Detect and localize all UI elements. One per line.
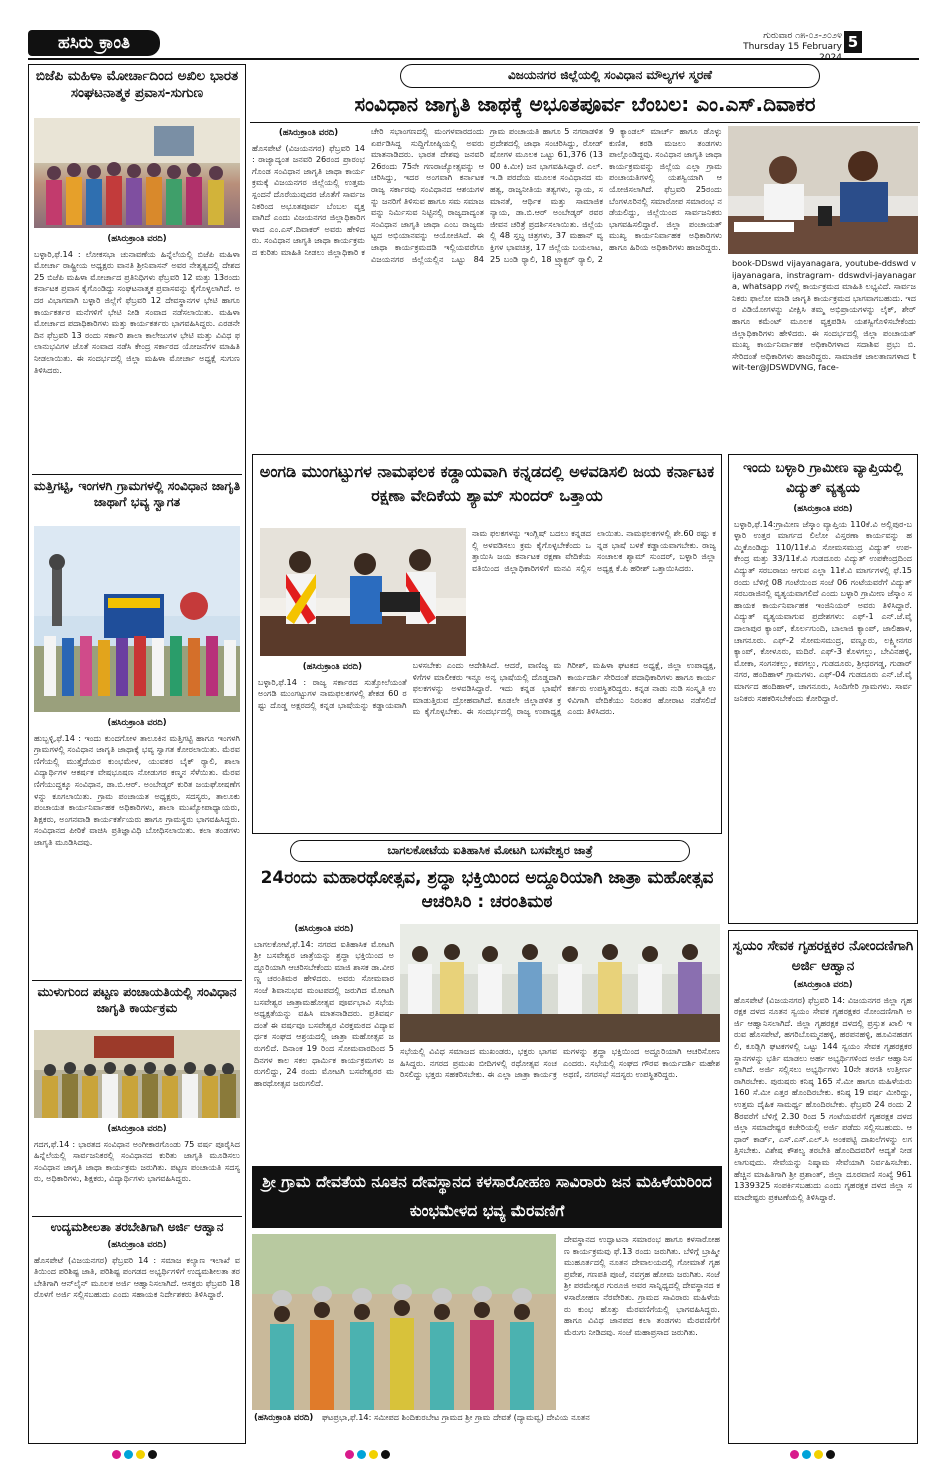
article-text: ಬಳ್ಳಾರಿ,ಫೆ.14:ಗ್ರಾಮೀಣ ಜೆಸ್ಕಾಂ ವ್ಯಾಪ್ತಿಯ 110ಕೆ.ವಿ ಅಲ್ಲಿಪುರ-ಬಳ್ಳಾರಿ ಉತ್ತರ ಮಾರ್ಗದ ಲಿಲೋ ವಿಸ್ತರಣಾ ಕಾರ್ಯವನ್ನು ಹಮ್ಮಿಕೊಂಡಿದ್ದು 110/11ಕೆ.ವಿ ಸೋಮಸಮುದ್ರ ವಿದ್ಯುತ್ ಉಪ-ಕೇಂದ್ರ ಮತ್ತು 33/11ಕೆ.ವಿ ಗುಡದೂರು ವಿದ್ಯುತ್ ಉಪಕೇಂದ್ರದಿಂದ ವಿದ್ಯುತ್ ಸರಬರಾಜು ಆಗುವ ಎಲ್ಲಾ 11ಕೆ.ವಿ ಮಾರ್ಗಗಳಲ್ಲಿ ಫೆ.15 ರಂದು ಬೆಳಿಗ್ಗೆ 08 ಗಂಟೆಯಿಂದ ಸಂಜೆ 06 ಗಂಟೆಯವರೆಗೆ ವಿದ್ಯುತ್ ಸರಬರಾಜಿನಲ್ಲಿ ವ್ಯತ್ಯಯವಾಗಲಿದೆ ಎಂದು ಬಳ್ಳಾರಿ ಗ್ರಾಮೀಣ ಜೆಸ್ಕಾಂ ಸಹಾಯಕ ಕಾರ್ಯನಿರ್ವಾಹಕ ಇಂಜಿನಿಯರ್ ಅವರು ತಿಳಿಸಿದ್ದಾರೆ. ವಿದ್ಯುತ್ ವ್ಯತ್ಯಯವಾಗುವ ಪ್ರದೇಶಗಳು: ಎಫ್-1 ಎನ್.ಜೆ.ವೈ ದಾಲಾಪುರ ಕ್ಯಾಂಪ್, ಕೊರ್ಲಗುಂದಿ, ಬಾಲಾಜಿ ಕ್ಯಾಂಪ್, ಜಾಲಿಹಾಳ, ಚಾಗನೂರು. ಎಫ್-2 ಸೋಮಸಮುದ್ರ, ವಣ್ಣೂರು, ಲಕ್ಷ್ಮೀನಗರ ಕ್ಯಾಂಪ್, ಕೋಳೂರು, ಮದಿರೆ. ಎಫ್-3 ಕೊಳಗಲ್ಲು, ಬೇವಿನಹಳ್ಳಿ, ಮೋಕಾ, ಸಂಗನಕಲ್ಲು, ಕಪಗಲ್ಲು, ಗುಡದೂರು, ಶ್ರೀಧರಗಡ್ಡ, ಗುಡಾರ್ ನಗರ, ಹಂದಿಹಾಳ್ ಗ್ರಾಮಗಳು. ಎಫ್-04 ಗುಡದೂರು ಎನ್.ಜೆ.ವೈ ಮಾರ್ಗದ ಹಂದಿಹಾಳ್, ಚಾಗನೂರು, ಸಿಂದಿಗೇರಿ ಗ್ರಾಮಗಳು. ಸಾರ್ವಜನಿಕರು ಸಹಕರಿಸಬೇಕೆಂದು ಕೋರಿದ್ದಾರೆ. xyxy=(734,518,912,703)
byline: (ಹಸಿರುಕ್ರಾಂತಿ ವರದಿ) xyxy=(107,718,167,728)
date-kannada: ಗುರುವಾರ ೧೫-೦೨-೨೦೨೪ xyxy=(763,31,842,41)
byline: (ಹಸಿರುಕ್ರಾಂತಿ ವರದಿ) xyxy=(107,1124,167,1134)
byline: (ಹಸಿರುಕ್ರಾಂತಿ ವರದಿ) xyxy=(107,1240,167,1250)
photo-kannada-signboard-memorandum xyxy=(260,528,466,656)
article-text: ಘಟಪ್ರಭಾ,ಫೆ.14: ಸಮೀಪದ ಶಿಂದಿಕುರಬೇಟ ಗ್ರಾಮದ ಶ್ರೀ ಗ್ರಾಮ ದೇವತೆ (ದ್ಯಾಮವ್ವ) ದೇವಿಯ ನೂತನ xyxy=(321,1412,590,1422)
divider xyxy=(250,122,920,123)
article-mattigatti-body xyxy=(34,716,240,978)
registration-dot xyxy=(826,1450,835,1459)
article-udyamashilata-body xyxy=(34,1238,240,1440)
registration-dot xyxy=(124,1450,133,1459)
article-text: ಹೊಸಪೇಟೆ (ವಿಜಯನಗರ) ಫೆಬ್ರವರಿ 14: ವಿಜಯನಗರ ಜಿಲ್ಲಾ ಗೃಹರಕ್ಷಕ ದಳದ ನೂತನ ಸ್ವಯಂ ಸೇವಕ ಗೃಹರಕ್ಷಕರ ನೋಂದಣಿಗಾಗಿ ಅರ್ಜಿ ಆಹ್ವಾನಿಸಲಾಗಿದೆ. ಜಿಲ್ಲಾ ಗೃಹರಕ್ಷಕ ದಳದಲ್ಲಿ ಪ್ರಸ್ತುತ ಖಾಲಿ ಇರುವ ಹೊಸಪೇಟೆ, ಹಗರಿಬೊಮ್ಮನಹಳ್ಳಿ, ಹರಪನಹಳ್ಳಿ, ಹೂವಿನಹಡಗಲಿ, ಕೂಡ್ಲಿಗಿ ಘಟಕಗಳಲ್ಲಿ ಒಟ್ಟು 144 ಸ್ವಯಂ ಸೇವಕ ಗೃಹರಕ್ಷಕರ ಸ್ಥಾನಗಳನ್ನು ಭರ್ತಿ ಮಾಡಲು ಅರ್ಹ ಅಭ್ಯರ್ಥಿಗಳಿಂದ ಅರ್ಜಿ ಆಹ್ವಾನಿಸಲಾಗಿದೆ. ಅರ್ಜಿ ಸಲ್ಲಿಸಲು ಅಭ್ಯರ್ಥಿಗಳು 10ನೇ ತರಗತಿ ಉತ್ತೀರ್ಣರಾಗಿರಬೇಕು. ಪುರುಷರು ಕನಿಷ್ಠ 165 ಸೆ.ಮೀ ಹಾಗೂ ಮಹಿಳೆಯರು 160 ಸೆ.ಮೀ ಎತ್ತರ ಹೊಂದಿರಬೇಕು. ಕನಿಷ್ಠ 19 ವರ್ಷ ಮೀರಿದ್ದು, ಉತ್ತಮ ದೈಹಿಕ ಸಾಮರ್ಥ್ಯ ಹೊಂದಿರಬೇಕು. ಫೆಬ್ರವರಿ 24 ರಂದು 28ರವರೆಗೆ ಬೆಳಿಗ್ಗೆ 2.30 ರಿಂದ 5 ಗಂಟೆಯವರೆಗೆ ಗೃಹರಕ್ಷಕ ದಳದ ಜಿಲ್ಲಾ ಸಮಾದೇಷ್ಟರ ಕಚೇರಿಯಲ್ಲಿ ಅರ್ಜಿ ಪಡೆದು ಸಲ್ಲಿಸಬಹುದು. ಆಧಾರ್ ಕಾರ್ಡ್, ಎಸ್.ಎಸ್.ಎಲ್.ಸಿ ಅಂಕಪಟ್ಟಿ ದಾಖಲೆಗಳನ್ನು ಲಗತ್ತಿಸಬೇಕು. ವಿಶೇಷ ಕೌಶಲ್ಯ ತರಬೇತಿ ಹೊಂದಿದವರಿಗೆ ಆದ್ಯತೆ ನೀಡಲಾಗುವುದು. ಸೇವೆಯನ್ನು ನಿಷ್ಕಾಮ ಸೇವೆಯಾಗಿ ನಿರ್ವಹಿಸಬೇಕು. ಹೆಚ್ಚಿನ ಮಾಹಿತಿಗಾಗಿ ಶ್ರೀ ಪ್ರಶಾಂತ್, ಜಿಲ್ಲಾ ದೂರವಾಣಿ ಸಂಖ್ಯೆ 9611339325 ಸಂಪರ್ಕಿಸಬಹುದು ಎಂದು ಗೃಹರಕ್ಷಕ ದಳದ ಜಿಲ್ಲಾ ಸಮಾದೇಷ್ಟರು ಪ್ರಕಟಣೆಯಲ್ಲಿ ತಿಳಿಸಿದ್ದಾರೆ. xyxy=(734,994,912,1202)
article-text: ಗದಗ,ಫೆ.14 : ಭಾರತದ ಸಂವಿಧಾನ ಅಂಗೀಕಾರಗೊಂಡು 75 ವರ್ಷ ಪೂರೈಸಿದ ಹಿನ್ನೆಲೆಯಲ್ಲಿ ಸಾರ್ವಜನಿಕರಲ್ಲಿ ಸಂವಿಧಾನದ ಕುರಿತು ಜಾಗೃತಿ ಮೂಡಿಸಲು ಸಂವಿಧಾನ ಜಾಗೃತಿ ಜಾಥಾ ಕಾರ್ಯಕ್ರಮ ಜರುಗಿತು. ಪಟ್ಟಣ ಪಂಚಾಯತಿ ಸದಸ್ಯರು, ಅಧಿಕಾರಿಗಳು, ಶಿಕ್ಷಕರು, ವಿದ್ಯಾರ್ಥಿಗಳು ಭಾಗವಹಿಸಿದ್ದರು. xyxy=(34,1138,240,1184)
registration-marks-right xyxy=(790,1450,835,1459)
newspaper-masthead: ಹಸಿರು ಕ್ರಾಂತಿ xyxy=(28,30,160,56)
byline: (ಹಸಿರುಕ್ರಾಂತಿ ವರದಿ) xyxy=(302,662,362,672)
byline: (ಹಸಿರುಕ್ರಾಂತಿ ವರದಿ) xyxy=(793,980,853,990)
photo-bagalkot-meeting xyxy=(400,924,720,1042)
date-english: Thursday 15 February xyxy=(743,42,842,52)
lead-social-body: book-DDswd vijayanagara, youtube-ddswd vijayanagara, instragram- ddswdvi-jayanagara, whatsapp ಗಳಲ್ಲಿ ಕಾರ್ಯಕ್ರಮದ ಮಾಹಿತಿ ಲಭ್ಯವಿದೆ. ಸಾರ್ವಜನಿಕರು ಫಾಲೋ ಮಾಡಿ ಜಾಗೃತಿ ಕಾರ್ಯಕ್ರಮದ ಭಾಗವಾಗಬಹುದು. ಇದರ ವಿಡಿಯೋಗಳನ್ನು ವೀಕ್ಷಿಸಿ ತಮ್ಮ ಅಭಿಪ್ರಾಯಗಳನ್ನು ಲೈಕ್, ಶೇರ್ ಹಾಗೂ ಕಮೆಂಟ್ ಮೂಲಕ ವ್ಯಕ್ತಪಡಿಸಿ ಯಶಸ್ವಿಗೊಳಿಸಬೇಕೆಂದು ಜಿಲ್ಲಾಧಿಕಾರಿಗಳು ಹೇಳಿದರು. ಈ ಸಂದರ್ಭದಲ್ಲಿ ಜಿಲ್ಲಾ ಪಂಚಾಯತ್ ಮುಖ್ಯ ಕಾರ್ಯನಿರ್ವಾಹಕ ಅಧಿಕಾರಿಗಳಾದ ಸದಾಶಿವ ಪ್ರಭು ಬಿ. ಸೇರಿದಂತೆ ಅಧಿಕಾರಿಗಳು ಹಾಜರಿದ್ದರು. ಸಾಮಾಜಿಕ ಜಾಲತಾಣಗಳಾದ twit-ter@JDSWDVNG, face- xyxy=(732,258,916,373)
headline-home-guards: ಸ್ವಯಂ ಸೇವಕ ಗೃಹರಕ್ಷಕರ ನೋಂದಣಿಗಾಗಿ ಅರ್ಜಿ ಆಹ್ವಾನ xyxy=(732,938,914,974)
divider xyxy=(32,474,242,475)
lead-kicker: ವಿಜಯನಗರ ಜಿಲ್ಲೆಯಲ್ಲಿ ಸಂವಿಧಾನ ಮೌಲ್ಯಗಳ ಸ್ಮರಣೆ xyxy=(400,64,820,88)
article-text: ಬಳ್ಳಾರಿ,ಫೆ.14 : ರಾಜ್ಯ ಸರ್ಕಾರದ ಸುತ್ತೋಲೆಯಂತೆ ಅಂಗಡಿ ಮುಂಗಟ್ಟುಗಳ ನಾಮಫಲಕಗಳಲ್ಲಿ ಶೇಕಡ 60 ರಷ್ಟು ದೊಡ್ಡ ಅಕ್ಷರದಲ್ಲಿ ಕನ್ನಡ ಭಾಷೆಯನ್ನು ಕಡ್ಡಾಯವಾಗಿ ಬಳಸಬೇಕು ಎಂದು ಆದೇಶಿಸಿದೆ. ಆದರೆ, ವಾಣಿಜ್ಯ ಮಳಿಗೆಗಳ ಮಾಲೀಕರು ಇನ್ನೂ ಅನ್ಯ ಭಾಷೆಯಲ್ಲಿ ದೊಡ್ಡದಾಗಿ ಫಲಕಗಳನ್ನು ಅಳವಡಿಸಿದ್ದಾರೆ. ಇದು ಕನ್ನಡ ಭಾಷೆಗೆ ಮಾಡುತ್ತಿರುವ ದ್ರೋಹವಾಗಿದೆ. ಕೂಡಲೇ ಜಿಲ್ಲಾಡಳಿತ ಕ್ರಮ ಕೈಗೊಳ್ಳಬೇಕು. ಈ ಸಂದರ್ಭದಲ್ಲಿ ರಾಜ್ಯ ಉಪಾಧ್ಯಕ್ಷ ಗಿರೀಶ್, ಮಹಿಳಾ ಘಟಕದ ಅಧ್ಯಕ್ಷೆ, ಜಿಲ್ಲಾ ಉಪಾಧ್ಯಕ್ಷ, ಕಾರ್ಯದರ್ಶಿ ಸೇರಿದಂತೆ ಪದಾಧಿಕಾರಿಗಳು ಹಾಗೂ ಕಾರ್ಯಕರ್ತರು ಉಪಸ್ಥಿತರಿದ್ದರು. ಕನ್ನಡ ನಾಡು ನುಡಿ ಸಂಸ್ಕೃತಿ ಉಳಿವಿಗಾಗಿ ವೇದಿಕೆಯು ನಿರಂತರ ಹೋರಾಟ ನಡೆಸಲಿದೆ ಎಂದು ತಿಳಿಸಿದರು. xyxy=(258,660,716,717)
headline-udyamashilata: ಉದ್ಯಮಶೀಲತಾ ತರಬೇತಿಗಾಗಿ ಅರ್ಜಿ ಆಹ್ವಾನ xyxy=(50,1220,224,1234)
temple-article-right: ದೇವಸ್ಥಾನದ ಉದ್ಘಾಟನಾ ಸಮಾರಂಭ ಹಾಗೂ ಕಳಸಾರೋಹಣ ಕಾರ್ಯಕ್ರಮವು ಫೆ.13 ರಂದು ಜರುಗಿತು. ಬೆಳಿಗ್ಗೆ ಬ್ರಾಹ್ಮೀ ಮುಹೂರ್ತದಲ್ಲಿ ನೂತನ ದೇವಾಲಯದಲ್ಲಿ ಗೋಮಾತೆ ಗೃಹ ಪ್ರವೇಶ, ಗಣಪತಿ ಪೂಜೆ, ನವಗ್ರಹ ಹೋಮ ಜರುಗಿತು. ಸಂಜೆ ಶ್ರೀ ಪರಮೇಶ್ವರ ಗುರೂಜಿ ಅವರ ಸಾನ್ನಿಧ್ಯದಲ್ಲಿ ದೇವಸ್ಥಾನದ ಕಳಸಾರೋಹಣ ನೆರವೇರಿತು. ಗ್ರಾಮದ ಸಾವಿರಾರು ಮಹಿಳೆಯರು ಕುಂಭ ಹೊತ್ತು ಮೆರವಣಿಗೆಯಲ್ಲಿ ಭಾಗವಹಿಸಿದ್ದರು. ಹಾಗೂ ವಿವಿಧ ಜಾನಪದ ಕಲಾ ತಂಡಗಳು ಮೆರವಣಿಗೆಗೆ ಮೆರುಗು ನೀಡಿದವು. ಸಂಜೆ ಮಹಾಪ್ರಸಾದ ಜರುಗಿತು. xyxy=(564,1234,720,1337)
byline: (ಹಸಿರುಕ್ರಾಂತಿ ವರದಿ) xyxy=(107,234,167,244)
article-mulugunda-body xyxy=(34,1122,240,1214)
article-text: ಹೊಸಪೇಟೆ (ವಿಜಯನಗರ) ಫೆಬ್ರವರಿ 14 : ಸಮಾಜ ಕಲ್ಯಾಣ ಇಲಾಖೆ ವತಿಯಿಂದ ಪರಿಶಿಷ್ಟ ಜಾತಿ, ಪರಿಶಿಷ್ಟ ಪಂಗಡದ ಅಭ್ಯರ್ಥಿಗಳಿಗೆ ಉದ್ಯಮಶೀಲತಾ ತರಬೇತಿಗಾಗಿ ಆನ್‌ಲೈನ್ ಮೂಲಕ ಅರ್ಜಿ ಆಹ್ವಾನಿಸಲಾಗಿದೆ. ಆಸಕ್ತರು ಫೆಬ್ರವರಿ 18 ರೊಳಗೆ ಅರ್ಜಿ ಸಲ್ಲಿಸಬಹುದು ಎಂದು ಸಹಾಯಕ ನಿರ್ದೇಶಕರು ತಿಳಿಸಿದ್ದಾರೆ. xyxy=(34,1254,240,1300)
article-text: ಬಾಗಲಕೋಟೆ,ಫೆ.14: ನಗರದ ಐತಿಹಾಸಿಕ ಮೋಟಗಿ ಶ್ರೀ ಬಸವೇಶ್ವರ ಜಾತ್ರೆಯನ್ನು ಶ್ರದ್ಧಾ ಭಕ್ತಿಯಿಂದ ಅದ್ದೂರಿಯಾಗಿ ಆಚರಿಸಬೇಕೆಂದು ಮಾಜಿ ಶಾಸಕ ಡಾ.ವೀರಣ್ಣ ಚರಂತಿಮಠ ಹೇಳಿದರು. ಅವರು ಸೋಮವಾರ ಸಂಜೆ ಶಿವಾನುಭವ ಮಂಟಪದಲ್ಲಿ ಜರುಗಿದ ಮೋಟಗಿ ಬಸವೇಶ್ವರ ಜಾತ್ರಾಮಹೋತ್ಸವ ಪೂರ್ವಭಾವಿ ಸಭೆಯ ಅಧ್ಯಕ್ಷತೆಯನ್ನು ವಹಿಸಿ ಮಾತನಾಡಿದರು. ಪ್ರತಿವರ್ಷದಂತೆ ಈ ವರ್ಷವೂ ಬಸವೇಶ್ವರ ವಿರಕ್ತಮಠದ ವಿದ್ಯಾವರ್ಧಕ ಸಂಘದ ಆಶ್ರಯದಲ್ಲಿ ಜಾತ್ರಾ ಮಹೋತ್ಸವ ಜರುಗಲಿದೆ. ದಿನಾಂಕ 19 ರಿಂದ ಸೋಮವಾರದಿಂದ 5 ದಿನಗಳ ಕಾಲ ಸಕಲ ಧಾರ್ಮಿಕ ಕಾರ್ಯಕ್ರಮಗಳು ಜರುಗಲಿದ್ದು, 24 ರಂದು ಮೋಟಗಿ ಬಸವೇಶ್ವರರ ಮಹಾರಥೋತ್ಸವ ಜರುಗಲಿದೆ. xyxy=(254,938,394,1088)
home-guards-article-body xyxy=(734,978,912,1440)
photo-constitution-jatha xyxy=(34,526,240,712)
registration-dot xyxy=(148,1450,157,1459)
byline: (ಹಸಿರುಕ್ರಾಂತಿ ವರದಿ) xyxy=(254,1413,314,1423)
headline-bjp-mahila: ಬಿಜೆಪಿ ಮಹಿಳಾ ಮೋರ್ಚಾದಿಂದ ಅಖಿಲ ಭಾರತ ಸಂಘಟನಾತ್ಮಕ ಪ್ರವಾಸ-ಸುಗುಣ xyxy=(35,68,239,101)
photo-kumbhamela-procession xyxy=(252,1234,556,1410)
kannada-article-bottom xyxy=(258,660,716,830)
headline-power-outage: ಇಂದು ಬಳ್ಳಾರಿ ಗ್ರಾಮೀಣ ವ್ಯಾಪ್ತಿಯಲ್ಲಿ ವಿದ್ಯುತ್ ವ್ಯತ್ಯಯ xyxy=(743,460,903,496)
photo-diwakar-press-meet xyxy=(728,126,918,254)
photo-mahila-morcha-group xyxy=(34,118,240,228)
bagalkot-article-left xyxy=(254,922,394,1158)
lead-article-body xyxy=(252,126,722,446)
headline-mulugunda: ಮುಳುಗುಂದ ಪಟ್ಟಣ ಪಂಚಾಯತಿಯಲ್ಲಿ ಸಂವಿಧಾನ ಜಾಗೃತಿ ಕಾರ್ಯಕ್ರಮ xyxy=(37,984,237,1015)
registration-dot xyxy=(790,1450,799,1459)
bagalkot-kicker: ಬಾಗಲಕೋಟೆಯ ಐತಿಹಾಸಿಕ ಮೋಟಗಿ ಬಸವೇಶ್ವರ ಜಾತ್ರೆ xyxy=(290,840,690,862)
registration-dot xyxy=(345,1450,354,1459)
registration-dot xyxy=(357,1450,366,1459)
headline-temple-kalasarohana: ಶ್ರೀ ಗ್ರಾಮ ದೇವತೆಯ ನೂತನ ದೇವಸ್ಥಾನದ ಕಳಸಾರೋಹಣ ಸಾವಿರಾರು ಜನ ಮಹಿಳೆಯರಿಂದ ಕುಂಭಮೇಳದ ಭವ್ಯ ಮೆರವಣಿಗೆ xyxy=(252,1166,722,1228)
registration-dot xyxy=(381,1450,390,1459)
registration-dot xyxy=(369,1450,378,1459)
photo-mulugunda-program xyxy=(34,1030,240,1118)
headline-mattigatti: ಮತ್ತಿಗಟ್ಟಿ, ಇಂಗಳಗಿ ಗ್ರಾಮಗಳಲ್ಲಿ ಸಂವಿಧಾನ ಜಾಗೃತಿ ಜಾಥಾಗೆ ಭವ್ಯ ಸ್ವಾಗತ xyxy=(33,478,241,509)
article-bjp-mahila-body xyxy=(34,232,240,472)
temple-article-bottom xyxy=(254,1412,720,1442)
byline: (ಹಸಿರುಕ್ರಾಂತಿ ವರದಿ) xyxy=(294,924,354,934)
registration-dot xyxy=(136,1450,145,1459)
page-number: 5 xyxy=(844,31,862,53)
headline-bagalkot-jatre: 24ರಂದು ಮಹಾರಥೋತ್ಸವ, ಶ್ರದ್ಧಾ ಭಕ್ತಿಯಿಂದ ಅದ್ದೂರಿಯಾಗಿ ಜಾತ್ರಾ ಮಹೋತ್ಸವ ಆಚರಿಸಿರಿ : ಚರಂತಿಮಠ xyxy=(260,868,714,912)
headline-kannada-signboard: ಅಂಗಡಿ ಮುಂಗಟ್ಟುಗಳ ನಾಮಫಲಕ ಕಡ್ಡಾಯವಾಗಿ ಕನ್ನಡದಲ್ಲಿ ಅಳವಡಿಸಲಿ ಜಯ ಕರ್ನಾಟಕ ರಕ್ಷಣಾ ವೇದಿಕೆಯ ಶ್ಯಾಮ್ ಸುಂದರ್ ಒತ್ತಾಯ xyxy=(259,462,715,505)
masthead-rule xyxy=(28,58,919,60)
kannada-article-right: ನಾಮ ಫಲಕಗಳನ್ನು ಇಂಗ್ಲಿಷ್ ಬದಲು ಕನ್ನಡದಲ್ಲಿ ಅಳವಡಿಸಲು ಕ್ರಮ ಕೈಗೊಳ್ಳಬೇಕೆಂದು ಒತ್ತಾಯಿಸಿ ಜಯ ಕರ್ನಾಟಕ ರಕ್ಷಣಾ ವೇದಿಕೆಯ ವತಿಯಿಂದ ಜಿಲ್ಲಾಧಿಕಾರಿಗಳಿಗೆ ಮನವಿ ಸಲ್ಲಿಸಲಾಯಿತು. ನಾಮಫಲಕಗಳಲ್ಲಿ ಶೇ.60 ರಷ್ಟು ಕನ್ನಡ ಭಾಷೆ ಬಳಕೆ ಕಡ್ಡಾಯವಾಗಬೇಕು. ರಾಜ್ಯ ಸಂಚಾಲಕ ಶ್ಯಾಮ್ ಸುಂದರ್, ಬಳ್ಳಾರಿ ಜಿಲ್ಲಾ ಅಧ್ಯಕ್ಷ ಕೆ.ಪಿ ಹರೀಶ್ ಒತ್ತಾಯಿಸಿದರು. xyxy=(472,528,716,573)
registration-dot xyxy=(814,1450,823,1459)
divider xyxy=(32,980,242,981)
registration-dot xyxy=(112,1450,121,1459)
byline: (ಹಸಿರುಕ್ರಾಂತಿ ವರದಿ) xyxy=(793,504,853,514)
lead-headline: ಸಂವಿಧಾನ ಜಾಗೃತಿ ಜಾಥಕ್ಕೆ ಅಭೂತಪೂರ್ವ ಬೆಂಬಲ: ಎಂ.ಎಸ್.ದಿವಾಕರ xyxy=(354,92,816,116)
byline: (ಹಸಿರುಕ್ರಾಂತಿ ವರದಿ) xyxy=(278,128,339,138)
registration-marks-left xyxy=(112,1450,157,1459)
article-text: ಬಳ್ಳಾರಿ,ಫೆ.14 : ಲೋಕಸಭಾ ಚುನಾವಣೆಯ ಹಿನ್ನೆಲೆಯಲ್ಲಿ ಬಿಜೆಪಿ ಮಹಿಳಾ ಮೋರ್ಚಾ ರಾಷ್ಟ್ರೀಯ ಅಧ್ಯಕ್ಷರು ವಾನತಿ ಶ್ರೀನಿವಾಸನ್ ಅವರ ನೇತೃತ್ವದಲ್ಲಿ ದೇಶದ 25 ಬಿಜೆಪಿ ಮಹಿಳಾ ಮೋರ್ಚಾದ ಪ್ರತಿನಿಧಿಗಳು ಫೆಬ್ರವರಿ 12 ಮತ್ತು 13ರಂದು ಕರ್ನಾಟಕ ಪ್ರವಾಸ ಕೈಗೊಂಡಿದ್ದು ಸಂಘಟನಾತ್ಮಕ ಪ್ರವಾಸವನ್ನು ಕೈಗೊಳ್ಳಲಾಗಿದೆ. ಅದರ ವಿಭಾಗವಾಗಿ ಬಳ್ಳಾರಿ ಜಿಲ್ಲೆಗೆ ಫೆಬ್ರವರಿ 12 ದೇವಸ್ಥಾನಗಳ ಭೇಟಿ ಹಾಗೂ ಕಾರ್ಯಕರ್ತರ ಮನೆಗಳಿಗೆ ಭೇಟಿ ನೀಡಿ ಸಂವಾದ ನಡೆಸಲಾಯಿತು. ಮಹಿಳಾ ಮೋರ್ಚಾದ ಪದಾಧಿಕಾರಿಗಳು ಮತ್ತು ಕಾರ್ಯಕರ್ತರು ಭಾಗವಹಿಸಿದ್ದರು. ಎರಡನೇ ದಿನ ಫೆಬ್ರವರಿ 13 ರಂದು ಸರ್ಕಾರಿ ಶಾಲಾ ಕಾಲೇಜುಗಳ ಭೇಟಿ ಮತ್ತು ವಿವಿಧ ಫಲಾನುಭವಿಗಳ ಜೊತೆ ಸಂವಾದ ನಡೆಸಿ ಕೇಂದ್ರ ಸರ್ಕಾರದ ಯೋಜನೆಗಳ ಮಾಹಿತಿ ನೀಡಲಾಯಿತು. ಈ ಸಂದರ್ಭದಲ್ಲಿ ಜಿಲ್ಲಾ ಮಹಿಳಾ ಮೋರ್ಚಾ ಅಧ್ಯಕ್ಷೆ ಸುಗುಣ ತಿಳಿಸಿದರು. xyxy=(34,248,240,375)
power-article-body xyxy=(734,502,912,920)
divider xyxy=(32,1216,242,1217)
registration-marks-center xyxy=(345,1450,390,1459)
bagalkot-article-right: ಸಭೆಯಲ್ಲಿ ವಿವಿಧ ಸಮಾಜದ ಮುಖಂಡರು, ಭಕ್ತರು ಭಾಗವಹಿಸಿದ್ದರು. ನಗರದ ಪ್ರಮುಖ ಬೀದಿಗಳಲ್ಲಿ ರಥೋತ್ಸವ ಸಂಚರಿಸಲಿದ್ದು ಭಕ್ತರು ಸಹಕರಿಸಬೇಕು. ಈ ಎಲ್ಲಾ ಜಾತ್ರಾ ಕಾರ್ಯಕ್ರಮಗಳನ್ನು ಶ್ರದ್ಧಾ ಭಕ್ತಿಯಿಂದ ಅದ್ದೂರಿಯಾಗಿ ಆಚರಿಸೋಣ ಎಂದರು. ಸಭೆಯಲ್ಲಿ ಸಂಘದ ಗೌರವ ಕಾರ್ಯದರ್ಶಿ ಮಹೇಶ ಅಥಣಿ, ನಗರಸಭೆ ಸದಸ್ಯರು ಉಪಸ್ಥಿತರಿದ್ದರು. xyxy=(400,1046,720,1080)
article-text: ಹುಬ್ಬಳ್ಳಿ,ಫೆ.14 : ಇಂದು ಕುಂದಗೋಳ ತಾಲೂಕಿನ ಮತ್ತಿಗಟ್ಟಿ ಹಾಗೂ ಇಂಗಳಗಿ ಗ್ರಾಮಗಳಲ್ಲಿ ಸಂವಿಧಾನ ಜಾಗೃತಿ ಜಾಥಾಕ್ಕೆ ಭವ್ಯ ಸ್ವಾಗತ ಕೋರಲಾಯಿತು. ಮೆರವಣಿಗೆಯಲ್ಲಿ ಮುತ್ತೈದೆಯರ ಕುಂಭಮೇಳ, ಯುವಕರ ಬೈಕ್ ರ್‍ಯಾಲಿ, ಶಾಲಾ ವಿದ್ಯಾರ್ಥಿಗಳ ಆಕರ್ಷಕ ವೇಷಭೂಷಣ ನೋಡುಗರ ಕಣ್ಮನ ಸೆಳೆಯಿತು. ಮೆರವಣಿಗೆಯುದ್ದಕ್ಕೂ ಸಂವಿಧಾನ, ಡಾ.ಬಿ.ಆರ್. ಅಂಬೇಡ್ಕರ್ ಕುರಿತ ಜಯಘೋಷಣೆಗಳನ್ನು ಕೂಗಲಾಯಿತು. ಗ್ರಾಮ ಪಂಚಾಯತ ಅಧ್ಯಕ್ಷರು, ಸದಸ್ಯರು, ತಾಲೂಕು ಪಂಚಾಯತ ಕಾರ್ಯನಿರ್ವಾಹಕ ಅಧಿಕಾರಿಗಳು, ಶಾಲಾ ಮುಖ್ಯೋಪಾಧ್ಯಾಯರು, ಶಿಕ್ಷಕರು, ಅಂಗನವಾಡಿ ಕಾರ್ಯಕರ್ತೆಯರು ಹಾಗೂ ಗ್ರಾಮಸ್ಥರು ಭಾಗವಹಿಸಿದ್ದರು. ಸಂವಿಧಾನದ ಪೀಠಿಕೆ ವಾಚಿಸಿ ಪ್ರತಿಜ್ಞಾವಿಧಿ ಬೋಧಿಸಲಾಯಿತು. ಕಲಾ ತಂಡಗಳು ಜಾಗೃತಿ ಮೂಡಿಸಿದವು. xyxy=(34,732,240,847)
article-text: ಹೊಸಪೇಟೆ (ವಿಜಯನಗರ) ಫೆಬ್ರವರಿ 14 : ರಾಜ್ಯಾದ್ಯಂತ ಜನವರಿ 26ರಂದ ಪ್ರಾರಂಭಗೊಂಡ ಸಂವಿಧಾನ ಜಾಗೃತಿ ಜಾಥಾ ಕಾರ್ಯಕ್ರಮಕ್ಕೆ ವಿಜಯನಗರ ಜಿಲ್ಲೆಯಲ್ಲಿ ಉತ್ತಮ ಸ್ಪಂದನೆ ದೊರೆಯುವುದರ ಜೊತೆಗೆ ಸಾರ್ವಜನಿಕರಿಂದ ಅಭೂತಪೂರ್ವ ಬೆಂಬಲ ವ್ಯಕ್ತವಾಗಿದೆ ಎಂದು ವಿಜಯನಗರ ಜಿಲ್ಲಾಧಿಕಾರಿಗಳಾದ ಎಂ.ಎಸ್.ದಿವಾಕರ್ ಅವರು ಹೇಳಿದರು. ಸಂವಿಧಾನ ಜಾಗೃತಿ ಜಾಥಾ ಕಾರ್ಯಕ್ರಮದ ಕುರಿತು ಮಾಹಿತಿ ನೀಡಲು ಜಿಲ್ಲಾಧಿಕಾರಿ ಕಚೇರಿ ಸಭಾಂಗಣದಲ್ಲಿ ಮಂಗಳವಾರದಂದು ಏರ್ಪಡಿಸಿದ್ದ ಸುದ್ದಿಗೋಷ್ಠಿಯಲ್ಲಿ ಅವರು ಮಾತನಾಡಿದರು. ಭಾರತ ದೇಶವು ಜನವರಿ 26ರಂದು 75ನೇ ಗಣರಾಜ್ಯೋತ್ಸವನ್ನು ಆಚರಿಸಿದ್ದು, ಇದರ ಅಂಗವಾಗಿ ಕರ್ನಾಟಕ ರಾಜ್ಯ ಸರ್ಕಾರವು ಸಂವಿಧಾನದ ಆಶಯಗಳನ್ನು ಜನರಿಗೆ ತಿಳಿಸುವ ಹಾಗೂ ಸಮ ಸಮಾಜವನ್ನು ನಿರ್ಮಿಸುವ ನಿಟ್ಟಿನಲ್ಲಿ ರಾಜ್ಯದಾದ್ಯಂತ ಸಂವಿಧಾನ ಜಾಗೃತಿ ಜಾಥಾ ಎಂಬ ರಾಜ್ಯಮಟ್ಟದ ಅಭಿಯಾನವನ್ನು ಆಯೋಜಿಸಿದೆ. ಈ ಜಾಥಾ ಕಾರ್ಯಕ್ರಮದಡಿ ಇಲ್ಲಿಯವರೆಗೂ ವಿಜಯನಗರ ಜಿಲ್ಲೆಯಲ್ಲಿನ ಒಟ್ಟು 84 ಗ್ರಾಮ ಪಂಚಾಯತಿ ಹಾಗೂ 5 ನಗರಾಡಳಿತ ಪ್ರದೇಶದಲ್ಲಿ ಜಾಥಾ ಸಂಚರಿಸಿದ್ದು, ರೋಡ್ ಷೋಗಳ ಮೂಲಕ ಒಟ್ಟು 61,376 (1300 ಕಿ.ಮೀ) ಜನ ಭಾಗವಹಿಸಿದ್ದಾರೆ. ಎಲ್.ಇ.ಡಿ ಪರದೆಯ ಮೂಲಕ ಸಂವಿಧಾನದ ಮಹತ್ವ, ರಾಜ್ಯನೀತಿಯ ತತ್ವಗಳು, ನ್ಯಾಯ, ಸಮಾನತೆ, ಆರ್ಥಿಕ ಮತ್ತು ಸಾಮಾಜಿಕ ನ್ಯಾಯ, ಡಾ.ಬಿ.ಆರ್ ಅಂಬೇಡ್ಕರ್ ರವರ ಜೀವನ ಚರಿತ್ರೆ ಪ್ರದರ್ಶಿಸಲಾಯಿತು. ಜಿಲ್ಲೆಯಲ್ಲಿ 48 ಸ್ತಬ್ಧ ಚಿತ್ರಗಳು, 37 ಮಹಾನ್ ವ್ಯಕ್ತಿಗಳ ಭಾವಚಿತ್ರ, 17 ಜಿಲ್ಲೆಯ ಬಯಲಾಟ, 25 ಬಂಡಿ ರ್‍ಯಾಲಿ, 18 ಟ್ರ್ಯಾಕ್ಟರ್ ರ್‍ಯಾಲಿ, 29 ಕ್ಯಾಂಡಲ್ ಮಾರ್ಚ್ ಹಾಗೂ ಡೊಳ್ಳು ಕುಣಿತ, ಕರಡಿ ಮಜಲು ತಂಡಗಳು ಪಾಲ್ಗೊಂಡಿದ್ದವು. ಸಂವಿಧಾನ ಜಾಗೃತಿ ಜಾಥಾ ಕಾರ್ಯಕ್ರಮವನ್ನು ಜಿಲ್ಲೆಯ ಎಲ್ಲಾ ಗ್ರಾಮ ಪಂಚಾಯತಿಗಳಲ್ಲಿ ಯಶಸ್ವಿಯಾಗಿ ಆಯೋಜಿಸಲಾಗಿದೆ. ಫೆಬ್ರವರಿ 25ರಂದು ಬೆಂಗಳೂರಿನಲ್ಲಿ ಸಮಾರೋಪ ಸಮಾರಂಭ ನಡೆಯಲಿದ್ದು, ಜಿಲ್ಲೆಯಿಂದ ಸಾರ್ವಜನಿಕರು ಭಾಗವಹಿಸಲಿದ್ದಾರೆ. ಜಿಲ್ಲಾ ಪಂಚಾಯತ್ ಮುಖ್ಯ ಕಾರ್ಯನಿರ್ವಾಹಕ ಅಧಿಕಾರಿಗಳು ಹಾಗೂ ಹಿರಿಯ ಅಧಿಕಾರಿಗಳು ಹಾಜರಿದ್ದರು. xyxy=(252,126,722,264)
registration-dot xyxy=(802,1450,811,1459)
